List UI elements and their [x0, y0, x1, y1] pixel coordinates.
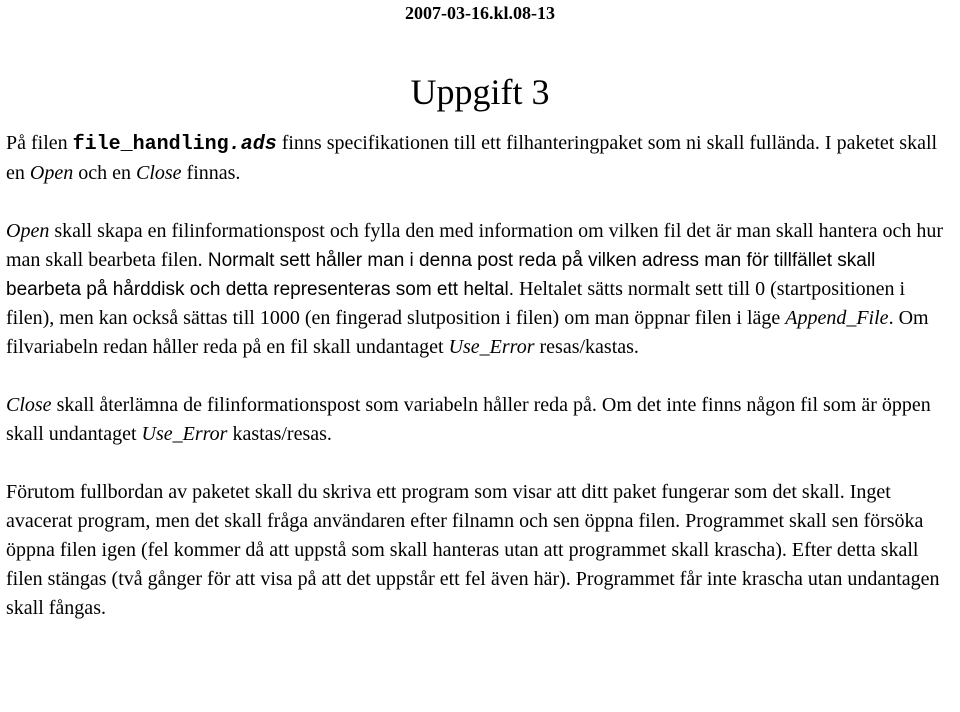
- text-span: kastas/resas.: [227, 423, 332, 445]
- text-span: skall återlämna de filinformationspost som variabeln håller reda på. Om det inte finns någon fil som är öppen skall undantaget: [6, 394, 931, 445]
- paragraph-program: [6, 478, 954, 623]
- paragraph-gap: [6, 449, 954, 478]
- file-name: file_handling: [72, 133, 229, 156]
- use-error-term: Use_Error: [448, 336, 535, 358]
- text-span: och en: [73, 162, 136, 184]
- open-term: Open: [6, 220, 50, 242]
- document-title: Uppgift 3: [410, 72, 550, 112]
- text-span: resas/kastas.: [534, 336, 639, 358]
- paragraph-intro: [6, 129, 954, 188]
- paragraph-open: [6, 217, 954, 362]
- close-term: Close: [6, 394, 52, 416]
- text-span: finnas.: [181, 162, 241, 184]
- close-term: Close: [135, 162, 182, 184]
- text-span: . Om filvariabeln redan håller reda på en fil skall undantaget: [6, 307, 929, 358]
- file-extension: .ads: [228, 133, 277, 156]
- text-span-sans: Normalt sett håller man i denna post reda på vilken adress man för tillfället skall bearbeta på hårddisk och detta representeras som ett heltal.: [6, 250, 876, 300]
- append-file-term: Append_File: [785, 307, 889, 329]
- paragraph-gap: [6, 188, 954, 217]
- text-span: finns specifikationen till ett filhanteringpaket som ni skall fulländа. I paketet skall en: [6, 132, 938, 184]
- text-span: Heltalet sätts normalt sett till 0 (startpositionen i filen), men kan också sättas till 1000 (en fingerad slutposition i filen) om man öppnar filen i läge: [6, 278, 906, 329]
- document-date: 2007-03-16.kl.08-13: [405, 3, 555, 23]
- text-span: På filen: [6, 132, 73, 154]
- open-term: Open: [29, 162, 74, 184]
- paragraph-close: [6, 391, 954, 449]
- text-span: skall skapa en filinformationspost och fylla den med information om vilken fil det är man skall hantera och hur man skall bearbeta filen.: [6, 220, 943, 271]
- text-span: Förutom fullbordan av paketet skall du skriva ett program som visar att ditt paket fungerar som det skall. Inget avacerat program, men det skall fråga användaren efter filnamn och sen öppna filen. Programmet skall sen försöka öppna filen igen (fel kommer då att uppstå som skall hanteras utan att programmet skall krascha). Efter detta skall filen stängas (två gånger för att visa på att det uppstår ett fel även här). Programmet får inte krascha utan undantagen skall fångas.: [6, 481, 940, 619]
- use-error-term: Use_Error: [141, 423, 228, 445]
- document-body: [6, 129, 954, 623]
- paragraph-gap: [6, 362, 954, 391]
